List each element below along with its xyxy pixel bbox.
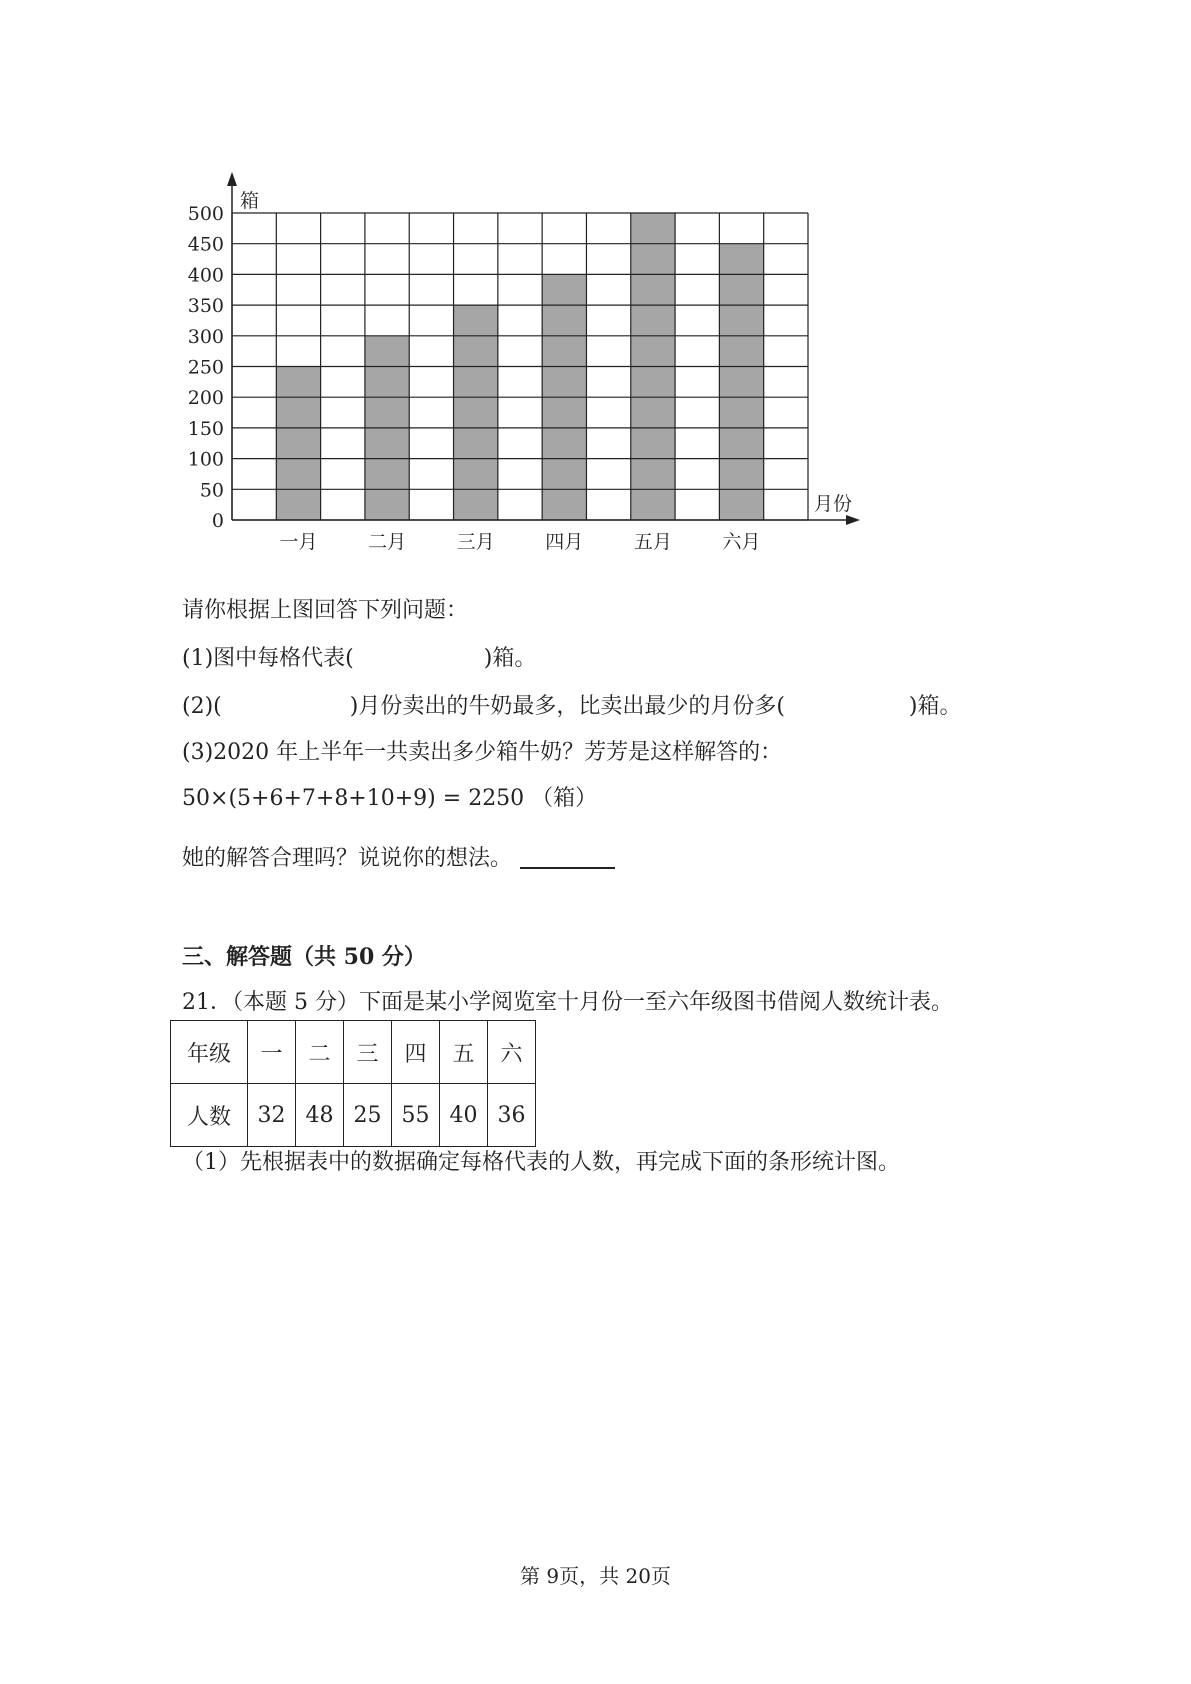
- x-axis-arrow: [846, 515, 860, 525]
- question-2-suffix: )箱。: [908, 694, 962, 719]
- y-tick-label: 400: [187, 264, 224, 287]
- question-3-answer-line[interactable]: [520, 845, 615, 869]
- y-tick-label: 0: [211, 510, 224, 532]
- question-3-followup: [182, 844, 615, 874]
- grade-cell: 六: [488, 1021, 536, 1084]
- y-tick-label: 150: [187, 417, 224, 440]
- y-axis-arrow: [227, 172, 237, 186]
- x-category-label: 一月: [279, 531, 318, 553]
- sub-question-1: （1）先根据表中的数据确定每格代表的人数，再完成下面的条形统计图。: [182, 1150, 900, 1175]
- x-category-label: 五月: [633, 531, 672, 553]
- y-tick-label: 50: [199, 479, 224, 502]
- problem-21-text: 21．（本题 5 分）下面是某小学阅览室十月份一至六年级图书借阅人数统计表。: [182, 990, 953, 1015]
- milk-sales-bar-chart: [0, 0, 900, 560]
- grade-cell: 四: [392, 1021, 440, 1084]
- x-category-label: 六月: [722, 531, 761, 553]
- fangfang-formula: [182, 784, 597, 814]
- count-cell: 40: [440, 1084, 488, 1147]
- borrowing-stats-table: [170, 1020, 536, 1147]
- question-3: (3)2020 年上半年一共卖出多少箱牛奶？芳芳是这样解答的：: [182, 740, 783, 765]
- count-cell: 25: [344, 1084, 392, 1147]
- row-label-count: 人数: [171, 1084, 248, 1147]
- y-tick-label: 100: [187, 448, 224, 471]
- x-category-label: 二月: [368, 531, 407, 553]
- grade-cell: 二: [296, 1021, 344, 1084]
- grade-cell: 五: [440, 1021, 488, 1084]
- y-tick-label: 500: [187, 203, 224, 225]
- question-1-prefix: (1)图中每格代表(: [182, 646, 354, 671]
- question-3-followup-text: 她的解答合理吗？说说你的想法。: [182, 846, 513, 871]
- y-axis-label: 箱: [240, 190, 260, 212]
- question-1-suffix: )箱。: [483, 646, 537, 671]
- y-tick-label: 350: [187, 295, 224, 318]
- formula-result: = 2250 （箱）: [442, 786, 598, 811]
- bar-1: [276, 367, 320, 521]
- x-category-label: 三月: [456, 531, 495, 553]
- bar-6: [719, 244, 763, 520]
- section-3-title: 三、解答题（共 50 分）: [182, 944, 426, 970]
- questions-intro: 请你根据上图回答下列问题：: [182, 598, 469, 623]
- question-1: [182, 644, 536, 674]
- table-row-counts: [171, 1084, 536, 1147]
- chart-canvas: [0, 0, 900, 560]
- count-cell: 48: [296, 1084, 344, 1147]
- grade-cell: 三: [344, 1021, 392, 1084]
- page-footer: 第 9页，共 20页: [520, 1564, 671, 1588]
- formula-body: (5+6+7+8+10+9): [228, 786, 436, 811]
- bar-3: [454, 305, 498, 520]
- question-2-middle: )月份卖出的牛奶最多，比卖出最少的月份多(: [349, 694, 785, 719]
- y-tick-label: 200: [187, 387, 224, 410]
- table-row-grades: [171, 1021, 536, 1084]
- formula-prefix: 50×: [182, 786, 229, 811]
- question-2: [182, 692, 962, 722]
- x-axis-label: 月份: [814, 493, 853, 515]
- row-label-grade: 年级: [171, 1021, 248, 1084]
- y-tick-label: 300: [187, 325, 224, 348]
- grade-cell: 一: [248, 1021, 296, 1084]
- x-category-label: 四月: [545, 531, 584, 553]
- count-cell: 32: [248, 1084, 296, 1147]
- count-cell: 55: [392, 1084, 440, 1147]
- count-cell: 36: [488, 1084, 536, 1147]
- y-tick-label: 250: [187, 356, 224, 379]
- question-2-prefix: (2)(: [182, 694, 222, 719]
- y-tick-label: 450: [187, 233, 224, 256]
